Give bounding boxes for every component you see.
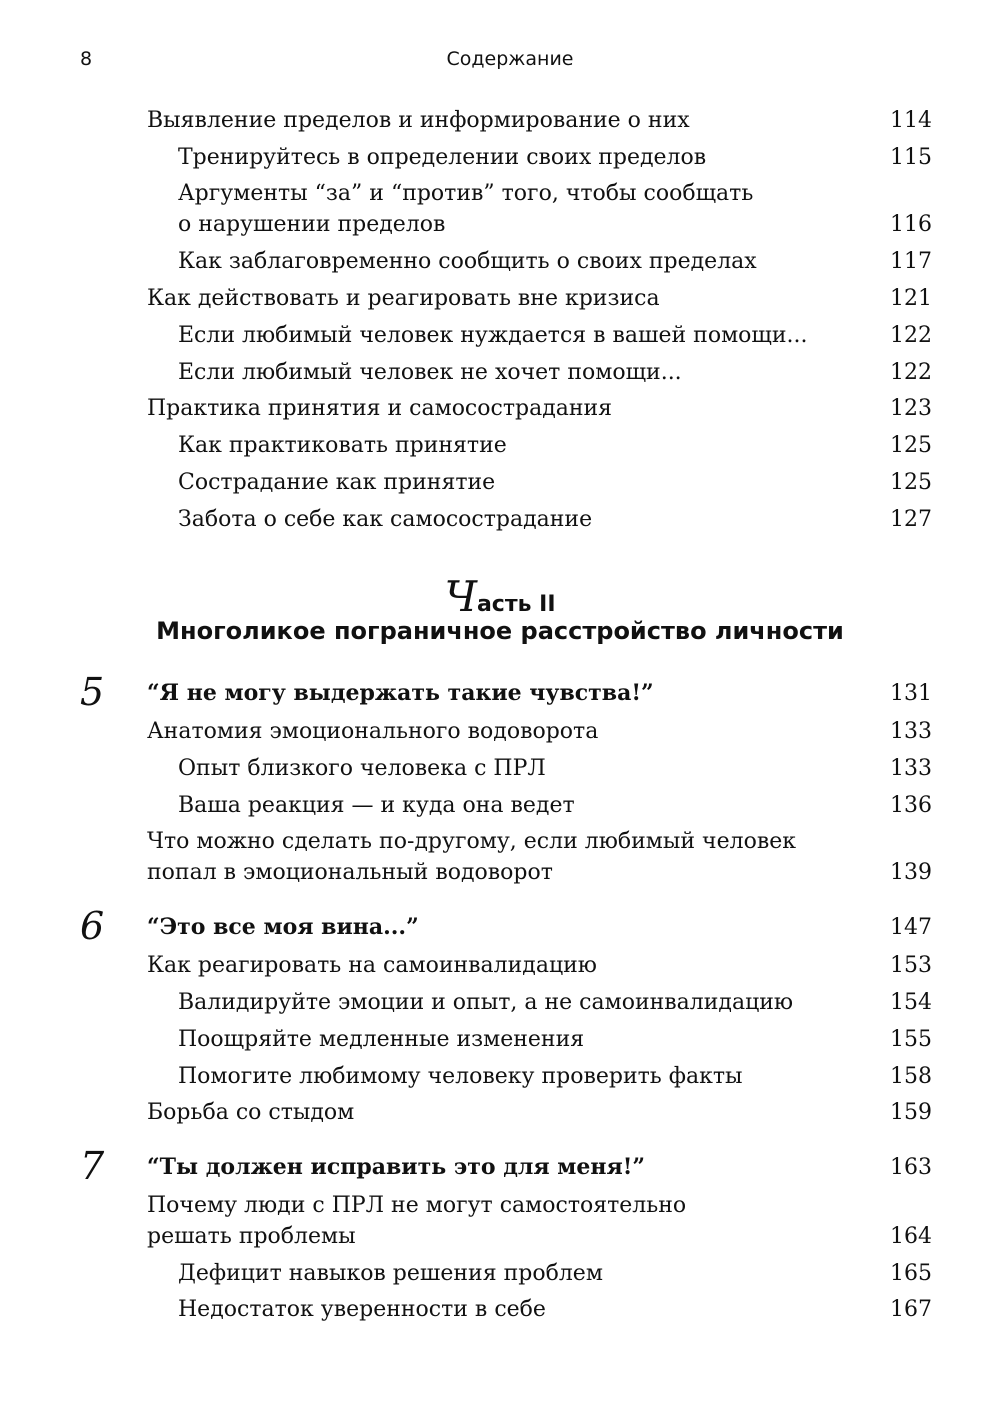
toc-entry-text: Как заблаговременно сообщить о своих пределах — [178, 249, 757, 274]
chapter-number: 5 — [80, 670, 105, 714]
toc-entry-text: Как реагировать на самоинвалидацию — [147, 953, 597, 978]
toc-entry-text: Если любимый человек нуждается в вашей помощи... — [178, 323, 808, 348]
part-initial: Ч — [444, 572, 477, 621]
chapter-number: 7 — [80, 1144, 105, 1188]
toc-entry-text-line2: о нарушении пределов — [178, 212, 446, 237]
toc-page-number: 125 — [890, 470, 932, 495]
toc-page-number: 136 — [890, 793, 932, 818]
toc-page-number: 125 — [890, 433, 932, 458]
toc-entry-text: Валидируйте эмоции и опыт, а не самоинвалидацию — [178, 990, 794, 1015]
toc-entry-text: Выявление пределов и информирование о них — [147, 108, 690, 133]
page-number: 8 — [80, 48, 93, 70]
toc-page-number: 163 — [890, 1155, 932, 1180]
toc-entry-text: Анатомия эмоционального водоворота — [147, 719, 599, 744]
toc-page-number: 133 — [890, 719, 932, 744]
toc-entry-text-line2: решать проблемы — [147, 1224, 356, 1249]
toc-entry-text: Сострадание как принятие — [178, 470, 496, 495]
chapter-number: 6 — [80, 904, 105, 948]
toc-page-number: 122 — [890, 323, 932, 348]
part-title: Многоликое пограничное расстройство личности — [156, 617, 844, 645]
running-header — [80, 44, 940, 80]
toc-page-number: 153 — [890, 953, 932, 978]
toc-entry-text: Поощряйте медленные изменения — [178, 1027, 585, 1052]
toc-page-number: 155 — [890, 1027, 932, 1052]
part-label: асть II — [476, 592, 556, 617]
toc-entry-text: Борьба со стыдом — [147, 1100, 355, 1125]
toc-page-number: 133 — [890, 756, 932, 781]
toc-page-number: 164 — [890, 1224, 932, 1249]
toc-entry-text: Если любимый человек не хочет помощи... — [178, 360, 682, 385]
toc-entry-text-line2: попал в эмоциональный водоворот — [147, 860, 553, 885]
running-title: Содержание — [446, 48, 574, 70]
toc-entry-text: Забота о себе как самосострадание — [178, 507, 593, 532]
toc-page-number: 115 — [890, 145, 932, 170]
toc-entry-text: Опыт близкого человека с ПРЛ — [178, 756, 546, 781]
part-heading — [0, 572, 1000, 621]
toc-page-number: 158 — [890, 1064, 932, 1089]
toc-page-number: 127 — [890, 507, 932, 532]
toc-page-number: 147 — [890, 915, 932, 940]
toc-entry-text: Практика принятия и самосострадания — [147, 396, 613, 421]
toc-page-number: 165 — [890, 1261, 932, 1286]
toc-entry-text-line1: Что можно сделать по-другому, если любимый человек — [147, 829, 796, 854]
toc-entry-text: Дефицит навыков решения проблем — [178, 1261, 603, 1286]
toc-entry-text: Как действовать и реагировать вне кризиса — [147, 286, 660, 311]
chapter-title: “Ты должен исправить это для меня!” — [147, 1154, 646, 1180]
toc-entry-text-line1: Аргументы “за” и “против” того, чтобы сообщать — [178, 181, 754, 206]
toc-page-number: 139 — [890, 860, 932, 885]
toc-entry-text: Недостаток уверенности в себе — [178, 1297, 546, 1322]
toc-page-number: 154 — [890, 990, 932, 1015]
toc-page-number: 167 — [890, 1297, 932, 1322]
toc-page-number: 131 — [890, 681, 932, 706]
chapter-title: “Это все моя вина...” — [147, 914, 419, 940]
toc-page-number: 159 — [890, 1100, 932, 1125]
chapter-title: “Я не могу выдержать такие чувства!” — [147, 680, 654, 706]
toc-page-number: 123 — [890, 396, 932, 421]
toc-page-number: 116 — [890, 212, 932, 237]
toc-entry-text-line1: Почему люди с ПРЛ не могут самостоятельно — [147, 1193, 687, 1218]
toc-page-number: 122 — [890, 360, 932, 385]
toc-entry-text: Помогите любимому человеку проверить факты — [178, 1064, 743, 1089]
toc-page-number: 117 — [890, 249, 932, 274]
toc-page-number: 114 — [890, 108, 932, 133]
toc-entry-text: Как практиковать принятие — [178, 433, 507, 458]
toc-page-number: 121 — [890, 286, 932, 311]
toc-entry-text: Ваша реакция — и куда она ведет — [178, 793, 575, 818]
toc-entry-text: Тренируйтесь в определении своих пределов — [178, 145, 707, 170]
